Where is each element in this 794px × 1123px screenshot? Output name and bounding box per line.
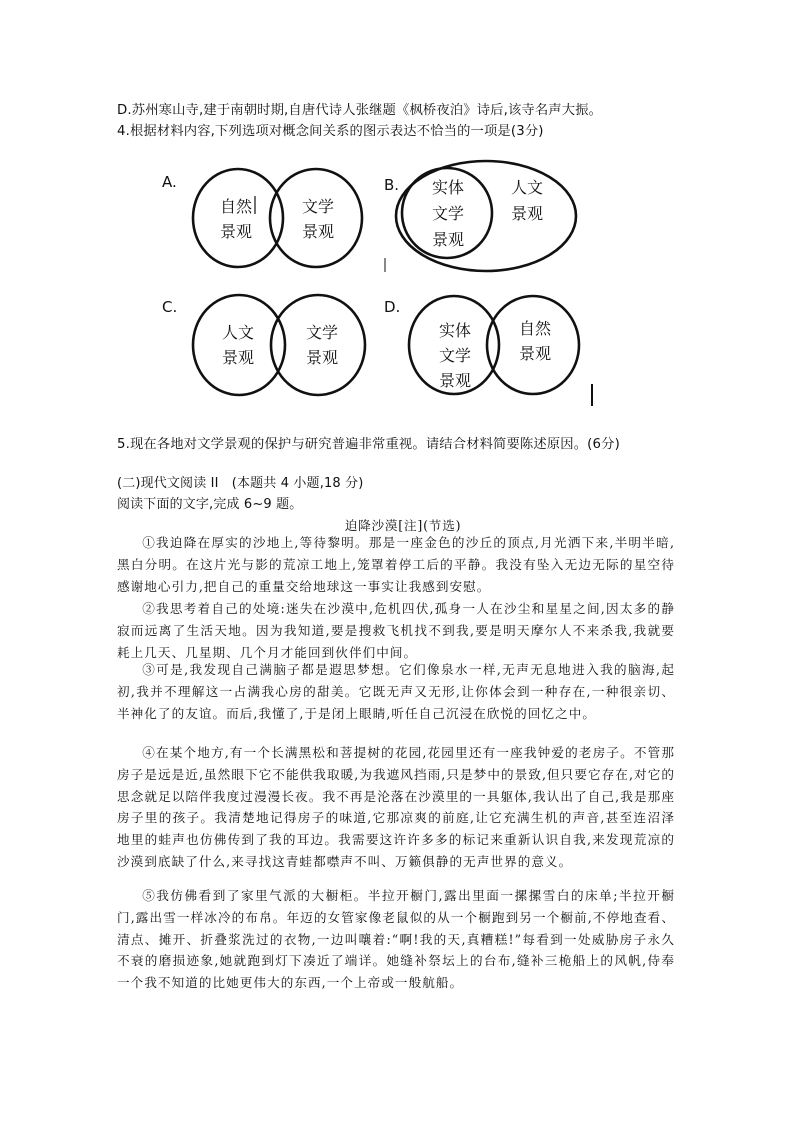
diagram-b-outer-ellipse	[396, 161, 576, 271]
diagram-a-right-line2: 景观	[301, 222, 335, 241]
diagram-b-outer-line1: 人文	[510, 178, 544, 197]
diagram-d-left-line1: 实体	[438, 321, 472, 340]
section-heading: (二)现代文阅读 II (本题共 4 小题,18 分)	[117, 476, 364, 491]
diagram-d-left-line2: 文学	[438, 346, 472, 365]
diagram-b-inner-line3: 景观	[431, 230, 465, 249]
diagram-a-left-line1: 自然	[219, 197, 253, 216]
paragraph-2: ②我思考着自己的处境:迷失在沙漠中,危机四伏,孤身一人在沙尘和星星之间,因太多的静寂而远离了生活天地。因为我知道,要是搜救飞机找不到我,要是明天摩尔人不来杀我,我就要耗上几天、几星期、几个月才能回到伙伴们中间。	[117, 601, 675, 660]
diagram-c-label: C.	[162, 298, 178, 316]
diagram-c-left-line1: 人文	[221, 323, 255, 342]
option-d-text: D.苏州寒山寺,建于南朝时期,自唐代诗人张继题《枫桥夜泊》诗后,该寺名声大振。	[117, 103, 603, 118]
paragraph-1: ①我迫降在厚实的沙地上,等待黎明。那是一座金色的沙丘的顶点,月光洒下来,半明半暗,黑白分明。在这片光与影的荒凉工地上,笼罩着停工后的平静。我没有坠入无边无际的星空待感谢地心引力,把自己的重量交给地球这一事实让我感到安慰。	[117, 535, 675, 594]
diagram-b-inner-line2: 文学	[431, 204, 465, 223]
question-4: 4.根据材料内容,下列选项对概念间关系的图示表达不恰当的一项是(3分)	[117, 124, 544, 139]
diagram-d-right-line1: 自然	[518, 319, 552, 338]
passage-title: 迫降沙漠[注](节选)	[344, 518, 462, 533]
question-5: 5.现在各地对文学景观的保护与研究普遍非常重视。请结合材料简要陈述原因。(6分)	[117, 437, 620, 452]
diagram-b-inner-line1: 实体	[431, 178, 465, 197]
diagram-a-label: A.	[162, 173, 177, 191]
diagram-b-label: B.	[384, 176, 400, 194]
section-instruction: 阅读下面的文字,完成 6~9 题。	[117, 497, 303, 512]
diagram-d-left-line3: 景观	[438, 371, 472, 390]
diagram-d-right-line2: 景观	[518, 344, 552, 363]
paragraph-3: ③可是,我发现自己满脑子都是遐思梦想。它们像泉水一样,无声无息地进入我的脑海,起初,我并不理解这一占满我心房的甜美。它既无声又无形,让你体会到一种存在,一种很亲切、半神化了的友谊。而后,我懂了,于是闭上眼睛,听任自己沉浸在欣悦的回忆之中。	[117, 662, 675, 721]
diagram-c-left-line2: 景观	[221, 348, 255, 367]
paragraph-4: ④在某个地方,有一个长满黑松和菩提树的花园,花园里还有一座我钟爱的老房子。不管那房子是远是近,虽然眼下它不能供我取暖,为我遮风挡雨,只是梦中的景致,但只要它存在,对它的思念就足以陪伴我度过漫漫长夜。我不再是沦落在沙漠里的一具躯体,我认出了自己,我是那座房子里的孩子。我清楚地记得房子的味道,它那凉爽的前庭,让它充满生机的声音,甚至连沼泽地里的蛙声也仿佛传到了我的耳边。我需要这许许多多的标记来重新认识自我,来发现荒凉的沙漠到底缺了什么,来寻找这青蛙都噤声不叫、万籁俱静的无声世界的意义。	[117, 745, 675, 869]
diagram-figure	[0, 148, 794, 428]
diagram-a-right-line1: 文学	[301, 197, 335, 216]
diagram-d-label: D.	[384, 298, 401, 316]
paragraph-5: ⑤我仿佛看到了家里气派的大橱柜。半拉开橱门,露出里面一摞摞雪白的床单;半拉开橱门,露出雪一样冰冷的布帛。年迈的女管家像老鼠似的从一个橱跑到另一个橱前,不停地查看、清点、摊开、折叠浆洗过的衣物,一边叫嚷着:“啊!我的天,真糟糕!”每看到一处威胁房子永久不衰的磨损迹象,她就跑到灯下凑近了端详。她缝补祭坛上的台布,缝补三桅船上的风帆,侍奉一个我不知道的比她更伟大的东西,一个上帝或一般航船。	[117, 888, 675, 991]
diagram-b-outer-line2: 景观	[510, 204, 544, 223]
diagram-c-right-line2: 景观	[305, 348, 339, 367]
diagram-a-left-line2: 景观	[219, 222, 253, 241]
diagram-c-right-line1: 文学	[305, 323, 339, 342]
